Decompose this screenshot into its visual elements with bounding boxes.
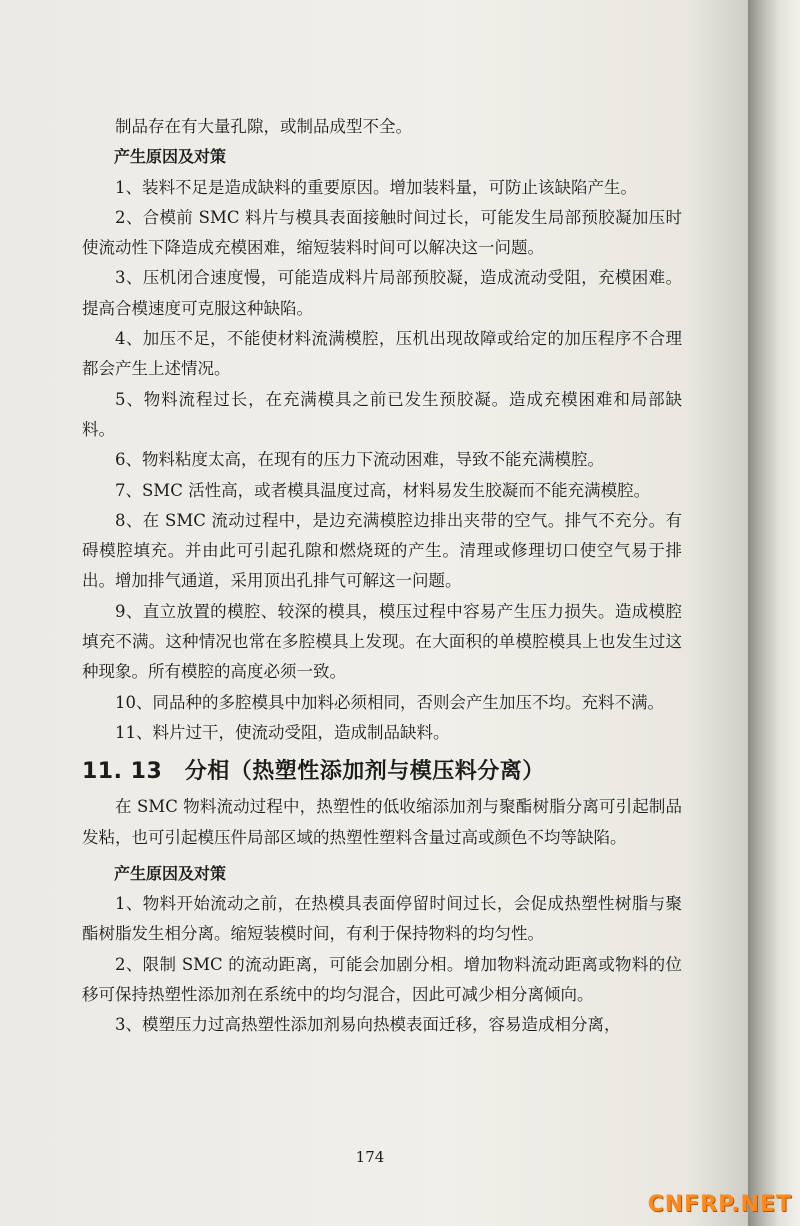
page-number: 174 xyxy=(355,1148,385,1166)
paragraph-11: 11、料片过干，使流动受阻，造成制品缺料。 xyxy=(115,722,450,742)
section-intro: 在 SMC 物料流动过程中，热塑性的低收缩添加剂与聚酯树脂分离可引起制品发粘，也可引起模压件局部区域的热塑性塑料含量过高或颜色不均等缺陷。 xyxy=(82,797,682,847)
continued-line: 制品存在有大量孔隙，或制品成型不全。 xyxy=(115,117,412,136)
section-item-2: 2、限制 SMC 的流动距离，可能会加剧分相。增加物料流动距离或物料的位移可保持热塑性添加剂在系统中的均匀混合，因此可减少相分离倾向。 xyxy=(82,954,682,1005)
paragraph-4: 4、加压不足，不能使材料流满模腔，压机出现故障或给定的加压程序不合理都会产生上述情况。 xyxy=(82,329,682,379)
paragraph-7: 7、SMC 活性高，或者模具温度过高，材料易发生胶凝而不能充满模腔。 xyxy=(115,480,651,500)
section-subheading: 产生原因及对策 xyxy=(114,863,227,883)
paragraph-8: 8、在 SMC 流动过程中，是边充满模腔边排出夹带的空气。排气不充分。有碍模腔填充。并由此可引起孔隙和燃烧斑的产生。清理或修理切口使空气易于排出。增加排气通道，采用顶出孔排气可解这一问题。 xyxy=(82,510,682,591)
paragraph-10: 10、同品种的多腔模具中加料必须相同，否则会产生加压不均。充料不满。 xyxy=(115,692,664,712)
section-item-3: 3、模塑压力过高热塑性添加剂易向热模表面迁移，容易造成相分离， xyxy=(115,1015,621,1035)
paragraph-1: 1、装料不足是造成缺料的重要原因。增加装料量，可防止该缺陷产生。 xyxy=(115,177,637,197)
paragraph-6: 6、物料粘度太高，在现有的压力下流动困难，导致不能充满模腔。 xyxy=(115,450,604,470)
page-content xyxy=(82,112,682,1041)
section-heading: 11. 13 分相（热塑性添加剂与模压料分离） xyxy=(82,759,545,785)
paragraph-3: 3、压机闭合速度慢，可能造成料片局部预胶凝，造成流动受阻，充模困难。提高合模速度可克服这种缺陷。 xyxy=(82,268,682,318)
subheading-causes: 产生原因及对策 xyxy=(114,147,227,167)
paragraph-5: 5、物料流程过长，在充满模具之前已发生预胶凝。造成充模困难和局部缺料。 xyxy=(82,389,682,439)
section-item-1: 1、物料开始流动之前，在热模具表面停留时间过长，会促成热塑性树脂与聚酯树脂发生相分离。缩短装模时间，有利于保持物料的均匀性。 xyxy=(82,894,682,944)
paragraph-9: 9、直立放置的模腔、较深的模具，模压过程中容易产生压力损失。造成模腔填充不满。这种情况也常在多腔模具上发现。在大面积的单模腔模具上也发生过这种现象。所有模腔的高度必须一致。 xyxy=(82,601,682,682)
paragraph-2: 2、合模前 SMC 料片与模具表面接触时间过长，可能发生局部预胶凝加压时使流动性下降造成充模困难，缩短装料时间可以解决这一问题。 xyxy=(82,207,682,258)
book-spine-shadow xyxy=(748,0,800,1226)
watermark-logo: CNFRP.NET xyxy=(647,1192,792,1217)
